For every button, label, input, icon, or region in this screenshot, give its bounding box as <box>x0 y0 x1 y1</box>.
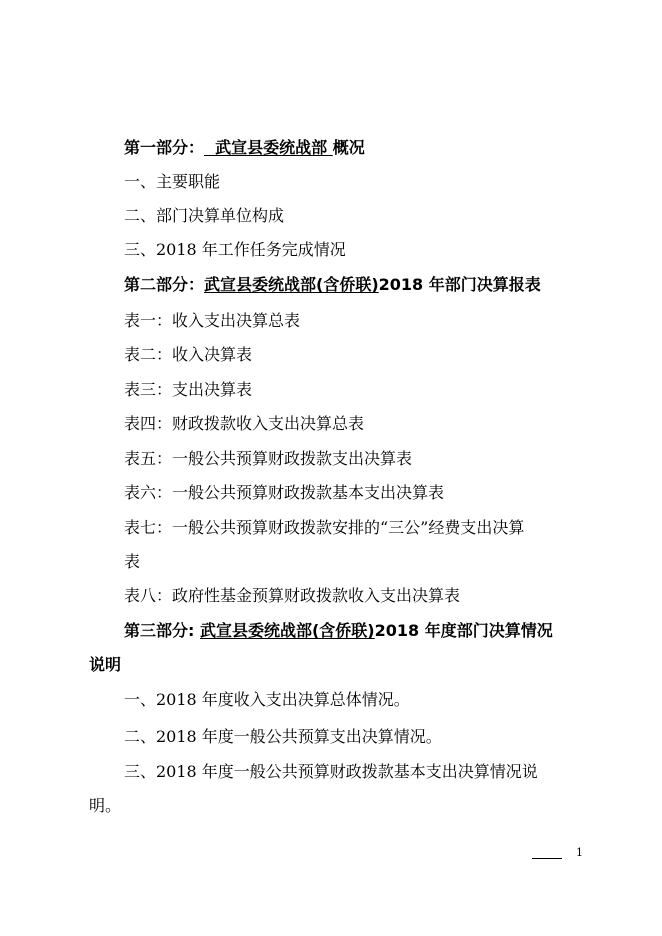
table-item-4: 表四：财政拨款收入支出决算总表 <box>124 414 365 433</box>
part3-item-1: 一、2018 年度收入支出决算总体情况。 <box>124 690 410 709</box>
part2-org-name: 武宣县委统战部(含侨联) <box>204 275 379 294</box>
part3-item-2: 二、2018 年度一般公共预算支出决算情况。 <box>124 727 442 746</box>
footer-rule <box>532 858 562 859</box>
part3-org-name: 武宣县委统战部(含侨联) <box>199 621 375 640</box>
table-item-2: 表二：收入决算表 <box>124 345 253 364</box>
part3-item-3: 三、2018 年度一般公共预算财政拨款基本支出决算情况说 <box>124 762 538 781</box>
table-item-7: 表七：一般公共预算财政拨款安排的“三公”经费支出决算 <box>124 518 525 537</box>
part3-heading-continuation: 说明 <box>89 655 122 674</box>
table-item-7-continuation: 表 <box>124 552 141 571</box>
table-item-1: 表一：收入支出决算总表 <box>124 311 301 330</box>
table-item-6: 表六：一般公共预算财政拨款基本支出决算表 <box>124 483 445 502</box>
part1-item-2: 二、部门决算单位构成 <box>124 206 285 225</box>
part2-suffix: 2018 年部门决算报表 <box>378 275 541 294</box>
part1-heading <box>124 138 365 158</box>
part1-item-1: 一、主要职能 <box>124 172 221 191</box>
part2-prefix: 第二部分： <box>124 275 205 294</box>
part1-item-3: 三、2018 年工作任务完成情况 <box>124 240 346 259</box>
page-number: 1 <box>576 846 583 859</box>
part3-suffix: 2018 年度部门决算情况 <box>374 621 553 640</box>
part3-item-3-continuation: 明。 <box>89 796 122 815</box>
part2-heading <box>124 275 541 295</box>
table-item-5: 表五：一般公共预算财政拨款支出决算表 <box>124 449 413 468</box>
table-item-8: 表八：政府性基金预算财政拨款收入支出决算表 <box>124 586 461 605</box>
part1-org-name: 武宣县委统战部 <box>204 138 333 157</box>
part3-prefix: 第三部分: <box>124 621 200 640</box>
part1-prefix: 第一部分： <box>124 138 205 157</box>
table-item-3: 表三：支出决算表 <box>124 380 253 399</box>
part3-heading <box>124 621 553 641</box>
part1-suffix: 概况 <box>332 138 365 157</box>
